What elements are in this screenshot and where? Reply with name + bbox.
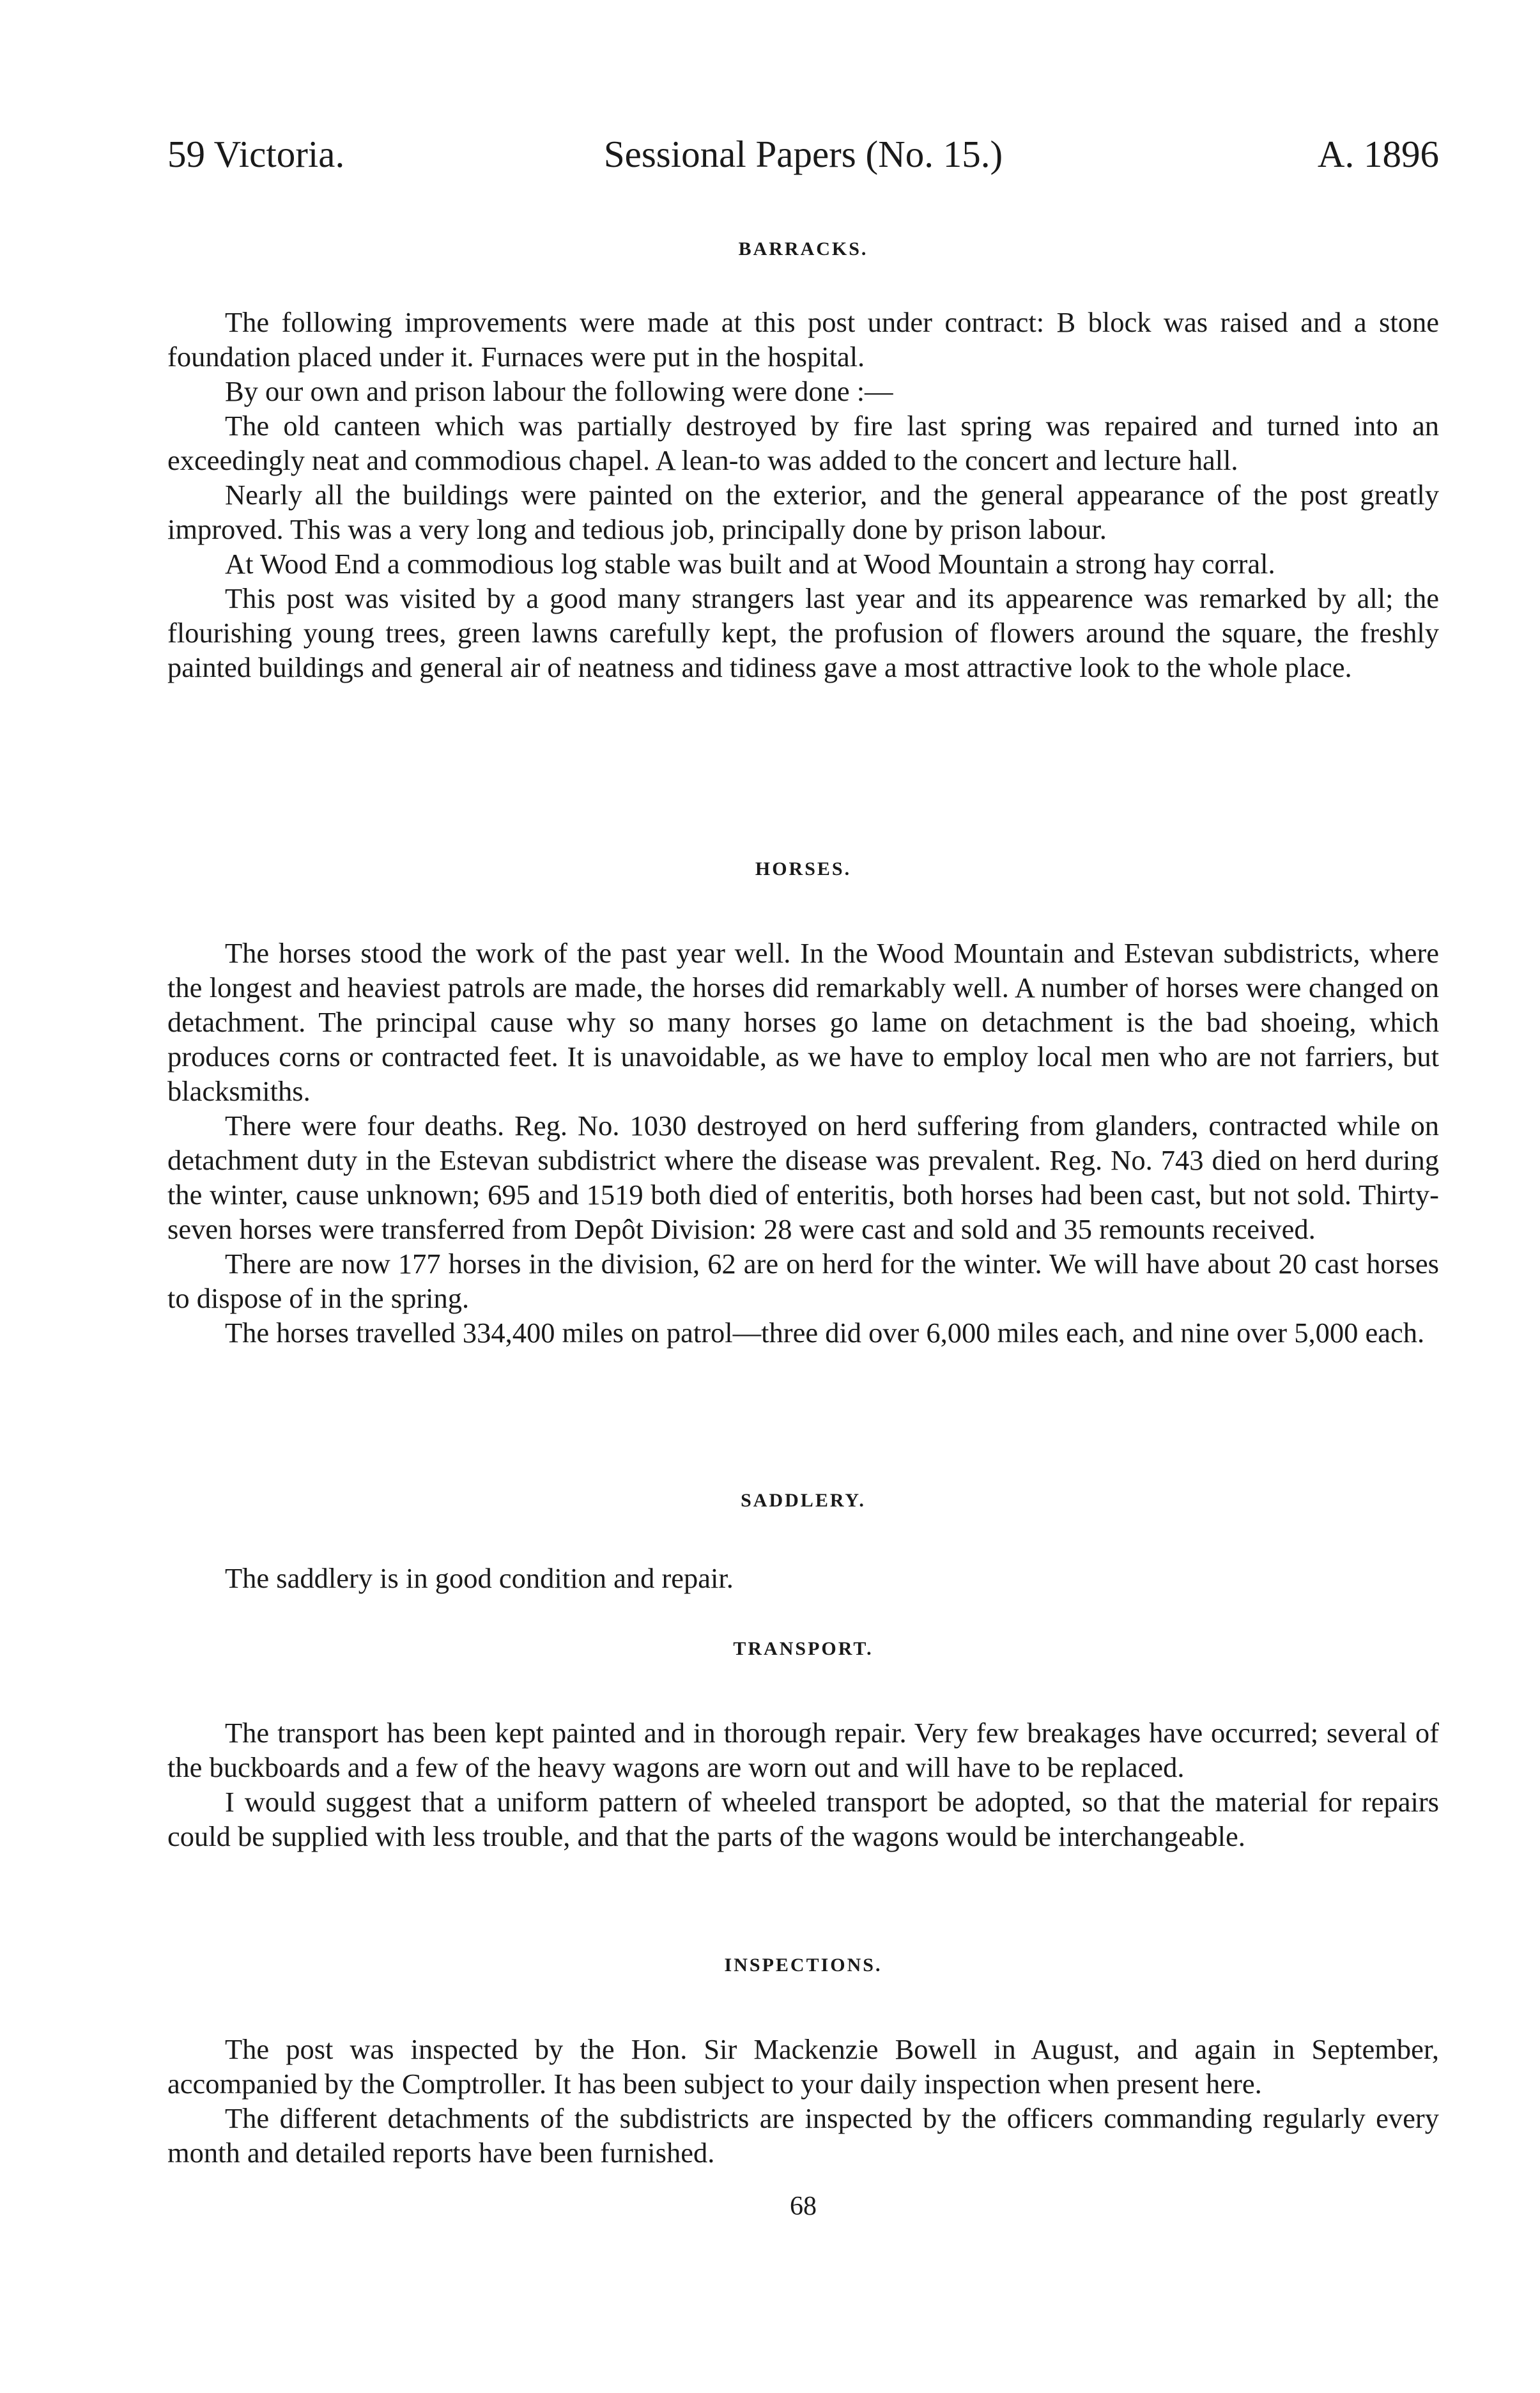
section-body-barracks bbox=[167, 305, 1439, 685]
section-inspections bbox=[167, 1953, 1439, 2170]
paragraph: At Wood End a commodious log stable was built and at Wood Mountain a strong hay corral. bbox=[225, 548, 1275, 580]
section-heading-transport: TRANSPORT. bbox=[733, 1638, 874, 1659]
paragraph: By our own and prison labour the following were done :— bbox=[225, 375, 893, 407]
paragraph: The saddlery is in good condition and repair. bbox=[225, 1562, 734, 1594]
paragraph: I would suggest that a uniform pattern of wheeled transport be adopted, so that the material for repairs could be supplied with less trouble, and that the parts of the wagons would be interchangeable. bbox=[167, 1786, 1439, 1852]
section-body-saddlery bbox=[167, 1561, 1439, 1595]
paragraph: Nearly all the buildings were painted on the exterior, and the general appearance of the post greatly improved. This was a very long and tedious job, principally done by prison labour. bbox=[167, 479, 1439, 545]
paragraph: The horses travelled 334,400 miles on patrol—three did over 6,000 miles each, and nine over 5,000 each. bbox=[225, 1317, 1425, 1349]
section-heading-inspections: INSPECTIONS. bbox=[724, 1955, 882, 1976]
header-title: Sessional Papers (No. 15.) bbox=[603, 133, 1003, 175]
paragraph: The following improvements were made at this post under contract: B block was raised and a stone foundation placed under it. Furnaces were put in the hospital. bbox=[167, 306, 1439, 373]
page-number: 68 bbox=[790, 2192, 817, 2221]
section-horses bbox=[167, 856, 1439, 1350]
paragraph: There are now 177 horses in the division, 62 are on herd for the winter. We will have about 20 cast horses to dispose of in the spring. bbox=[167, 1248, 1439, 1314]
paragraph: The transport has been kept painted and in thorough repair. Very few breakages have occurred; several of the buckboards and a few of the heavy wagons are worn out and will have to be replaced. bbox=[167, 1717, 1439, 1783]
running-head bbox=[167, 125, 1439, 183]
section-body-horses bbox=[167, 936, 1439, 1350]
paragraph: The old canteen which was partially destroyed by fire last spring was repaired and turned into an exceedingly neat and commodious chapel. A lean-to was added to the concert and lecture hall. bbox=[167, 410, 1439, 476]
section-transport bbox=[167, 1636, 1439, 1854]
section-body-transport bbox=[167, 1715, 1439, 1854]
paragraph: This post was visited by a good many strangers last year and its appearence was remarked by all; the flourishing young trees, green lawns carefully kept, the profusion of flowers around the square, the freshly painted buildings and general air of neatness and tidiness gave a most attractive look to the whole place. bbox=[167, 582, 1439, 683]
section-barracks bbox=[167, 236, 1439, 685]
section-saddlery bbox=[167, 1488, 1439, 1595]
paragraph: The horses stood the work of the past year well. In the Wood Mountain and Estevan subdistricts, where the longest and heaviest patrols are made, the horses did remarkably well. A number of horses were changed on detachment. The principal cause why so many horses go lame on detachment is the bad shoeing, which produces corns or contracted feet. It is unavoidable, as we have to employ local men who are not farriers, but blacksmiths. bbox=[167, 937, 1439, 1107]
section-heading-barracks: BARRACKS. bbox=[738, 238, 868, 259]
paragraph: The post was inspected by the Hon. Sir Mackenzie Bowell in August, and again in September, accompanied by the Comptroller. It has been subject to your daily inspection when present here. bbox=[167, 2033, 1439, 2100]
document-page bbox=[167, 0, 1439, 2393]
header-year: A. 1896 bbox=[1317, 133, 1439, 175]
paragraph: The different detachments of the subdistricts are inspected by the officers commanding regularly every month and detailed reports have been furnished. bbox=[167, 2102, 1439, 2169]
header-session: 59 Victoria. bbox=[167, 133, 345, 175]
section-heading-horses: HORSES. bbox=[755, 858, 852, 879]
paragraph: There were four deaths. Reg. No. 1030 destroyed on herd suffering from glanders, contracted while on detachment duty in the Estevan subdistrict where the disease was prevalent. Reg. No. 743 died on herd during the winter, cause unknown; 695 and 1519 both died of enteritis, both horses had been cast, but not sold. Thirty-seven horses were transferred from Depôt Division: 28 were cast and sold and 35 remounts received. bbox=[167, 1110, 1439, 1245]
section-heading-saddlery: SADDLERY. bbox=[741, 1490, 866, 1511]
section-body-inspections bbox=[167, 2032, 1439, 2170]
